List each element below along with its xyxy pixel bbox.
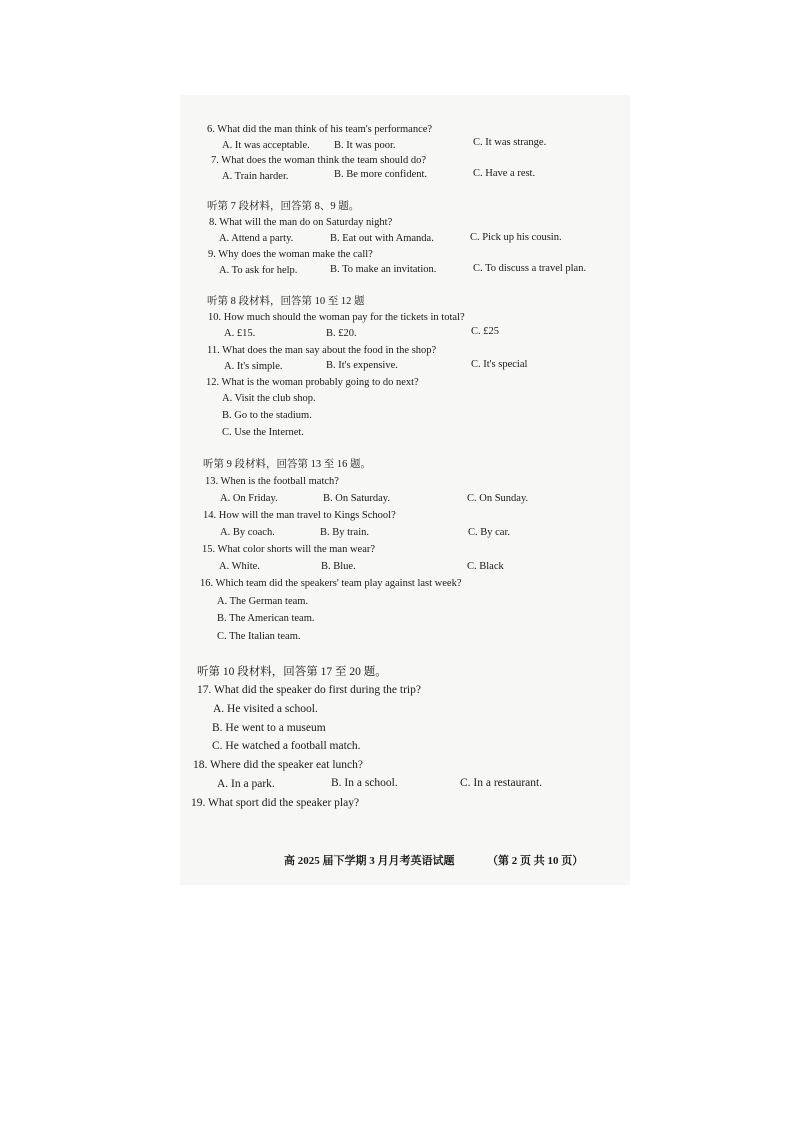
section-10-heading: 听第 10 段材料，回答第 17 至 20 题。 xyxy=(197,666,387,678)
question-18-stem: 18. Where did the speaker eat lunch? xyxy=(193,759,363,771)
question-9-option-a: A. To ask for help. xyxy=(219,265,298,276)
question-12-option-a: A. Visit the club shop. xyxy=(222,393,316,404)
question-6-stem: 6. What did the man think of his team's performance? xyxy=(207,124,433,135)
question-11-option-a: A. It's simple. xyxy=(224,361,283,372)
question-10-option-b: B. £20. xyxy=(326,328,357,339)
question-13-option-a: A. On Friday. xyxy=(220,493,278,504)
question-17-option-c: C. He watched a football match. xyxy=(212,740,361,752)
question-16-stem: 16. Which team did the speakers' team play against last week? xyxy=(200,578,462,589)
question-13-stem: 13. When is the football match? xyxy=(205,476,339,487)
footer-exam-title: 高 2025 届下学期 3 月月考英语试题 xyxy=(284,855,455,867)
section-8-heading: 听第 8 段材料，回答第 10 至 12 题 xyxy=(207,296,365,307)
question-7-stem: 7. What does the woman think the team should do? xyxy=(211,155,427,166)
question-12-stem: 12. What is the woman probably going to do next? xyxy=(206,377,419,388)
question-8-stem: 8. What will the man do on Saturday night? xyxy=(209,217,393,228)
footer-page-number: （第 2 页 共 10 页） xyxy=(487,855,584,867)
question-8-option-c: C. Pick up his cousin. xyxy=(470,232,562,243)
question-6-option-b: B. It was poor. xyxy=(334,140,396,151)
question-13-option-c: C. On Sunday. xyxy=(467,493,529,504)
question-17-stem: 17. What did the speaker do first during the trip? xyxy=(197,684,421,696)
question-9-option-c: C. To discuss a travel plan. xyxy=(473,263,587,274)
question-11-option-c: C. It's special xyxy=(471,359,528,370)
question-9-option-b: B. To make an invitation. xyxy=(330,264,437,275)
question-14-option-b: B. By train. xyxy=(320,527,369,538)
question-11-stem: 11. What does the man say about the food in the shop? xyxy=(207,345,437,356)
question-10-option-c: C. £25 xyxy=(471,326,500,337)
question-6-option-c: C. It was strange. xyxy=(473,137,547,148)
question-7-option-c: C. Have a rest. xyxy=(473,168,536,179)
question-12-option-b: B. Go to the stadium. xyxy=(222,410,312,421)
section-9-heading: 听第 9 段材料，回答第 13 至 16 题。 xyxy=(203,459,371,470)
question-8-option-a: A. Attend a party. xyxy=(219,233,294,244)
question-10-stem: 10. How much should the woman pay for the tickets in total? xyxy=(208,312,465,323)
question-17-option-a: A. He visited a school. xyxy=(213,703,318,715)
question-9-stem: 9. Why does the woman make the call? xyxy=(208,249,373,260)
question-7-option-a: A. Train harder. xyxy=(222,171,289,182)
question-6-option-a: A. It was acceptable. xyxy=(222,140,310,151)
question-18-option-b: B. In a school. xyxy=(331,777,398,789)
question-7-option-b: B. Be more confident. xyxy=(334,169,428,180)
question-16-option-a: A. The German team. xyxy=(217,596,309,607)
question-10-option-a: A. £15. xyxy=(224,328,256,339)
question-15-option-b: B. Blue. xyxy=(321,561,356,572)
question-15-stem: 15. What color shorts will the man wear? xyxy=(202,544,376,555)
question-14-stem: 14. How will the man travel to Kings School? xyxy=(203,510,396,521)
question-16-option-b: B. The American team. xyxy=(217,613,315,624)
question-16-option-c: C. The Italian team. xyxy=(217,631,301,642)
question-14-option-a: A. By coach. xyxy=(220,527,275,538)
question-17-option-b: B. He went to a museum xyxy=(212,722,326,734)
question-18-option-a: A. In a park. xyxy=(217,778,275,790)
question-11-option-b: B. It's expensive. xyxy=(326,360,398,371)
question-15-option-a: A. White. xyxy=(219,561,260,572)
question-13-option-b: B. On Saturday. xyxy=(323,493,390,504)
question-8-option-b: B. Eat out with Amanda. xyxy=(330,233,434,244)
question-19-stem: 19. What sport did the speaker play? xyxy=(191,797,360,809)
question-12-option-c: C. Use the Internet. xyxy=(222,427,304,438)
question-14-option-c: C. By car. xyxy=(468,527,510,538)
question-15-option-c: C. Black xyxy=(467,561,504,572)
section-7-heading: 听第 7 段材料，回答第 8、9 题。 xyxy=(207,201,360,212)
question-18-option-c: C. In a restaurant. xyxy=(460,777,543,789)
